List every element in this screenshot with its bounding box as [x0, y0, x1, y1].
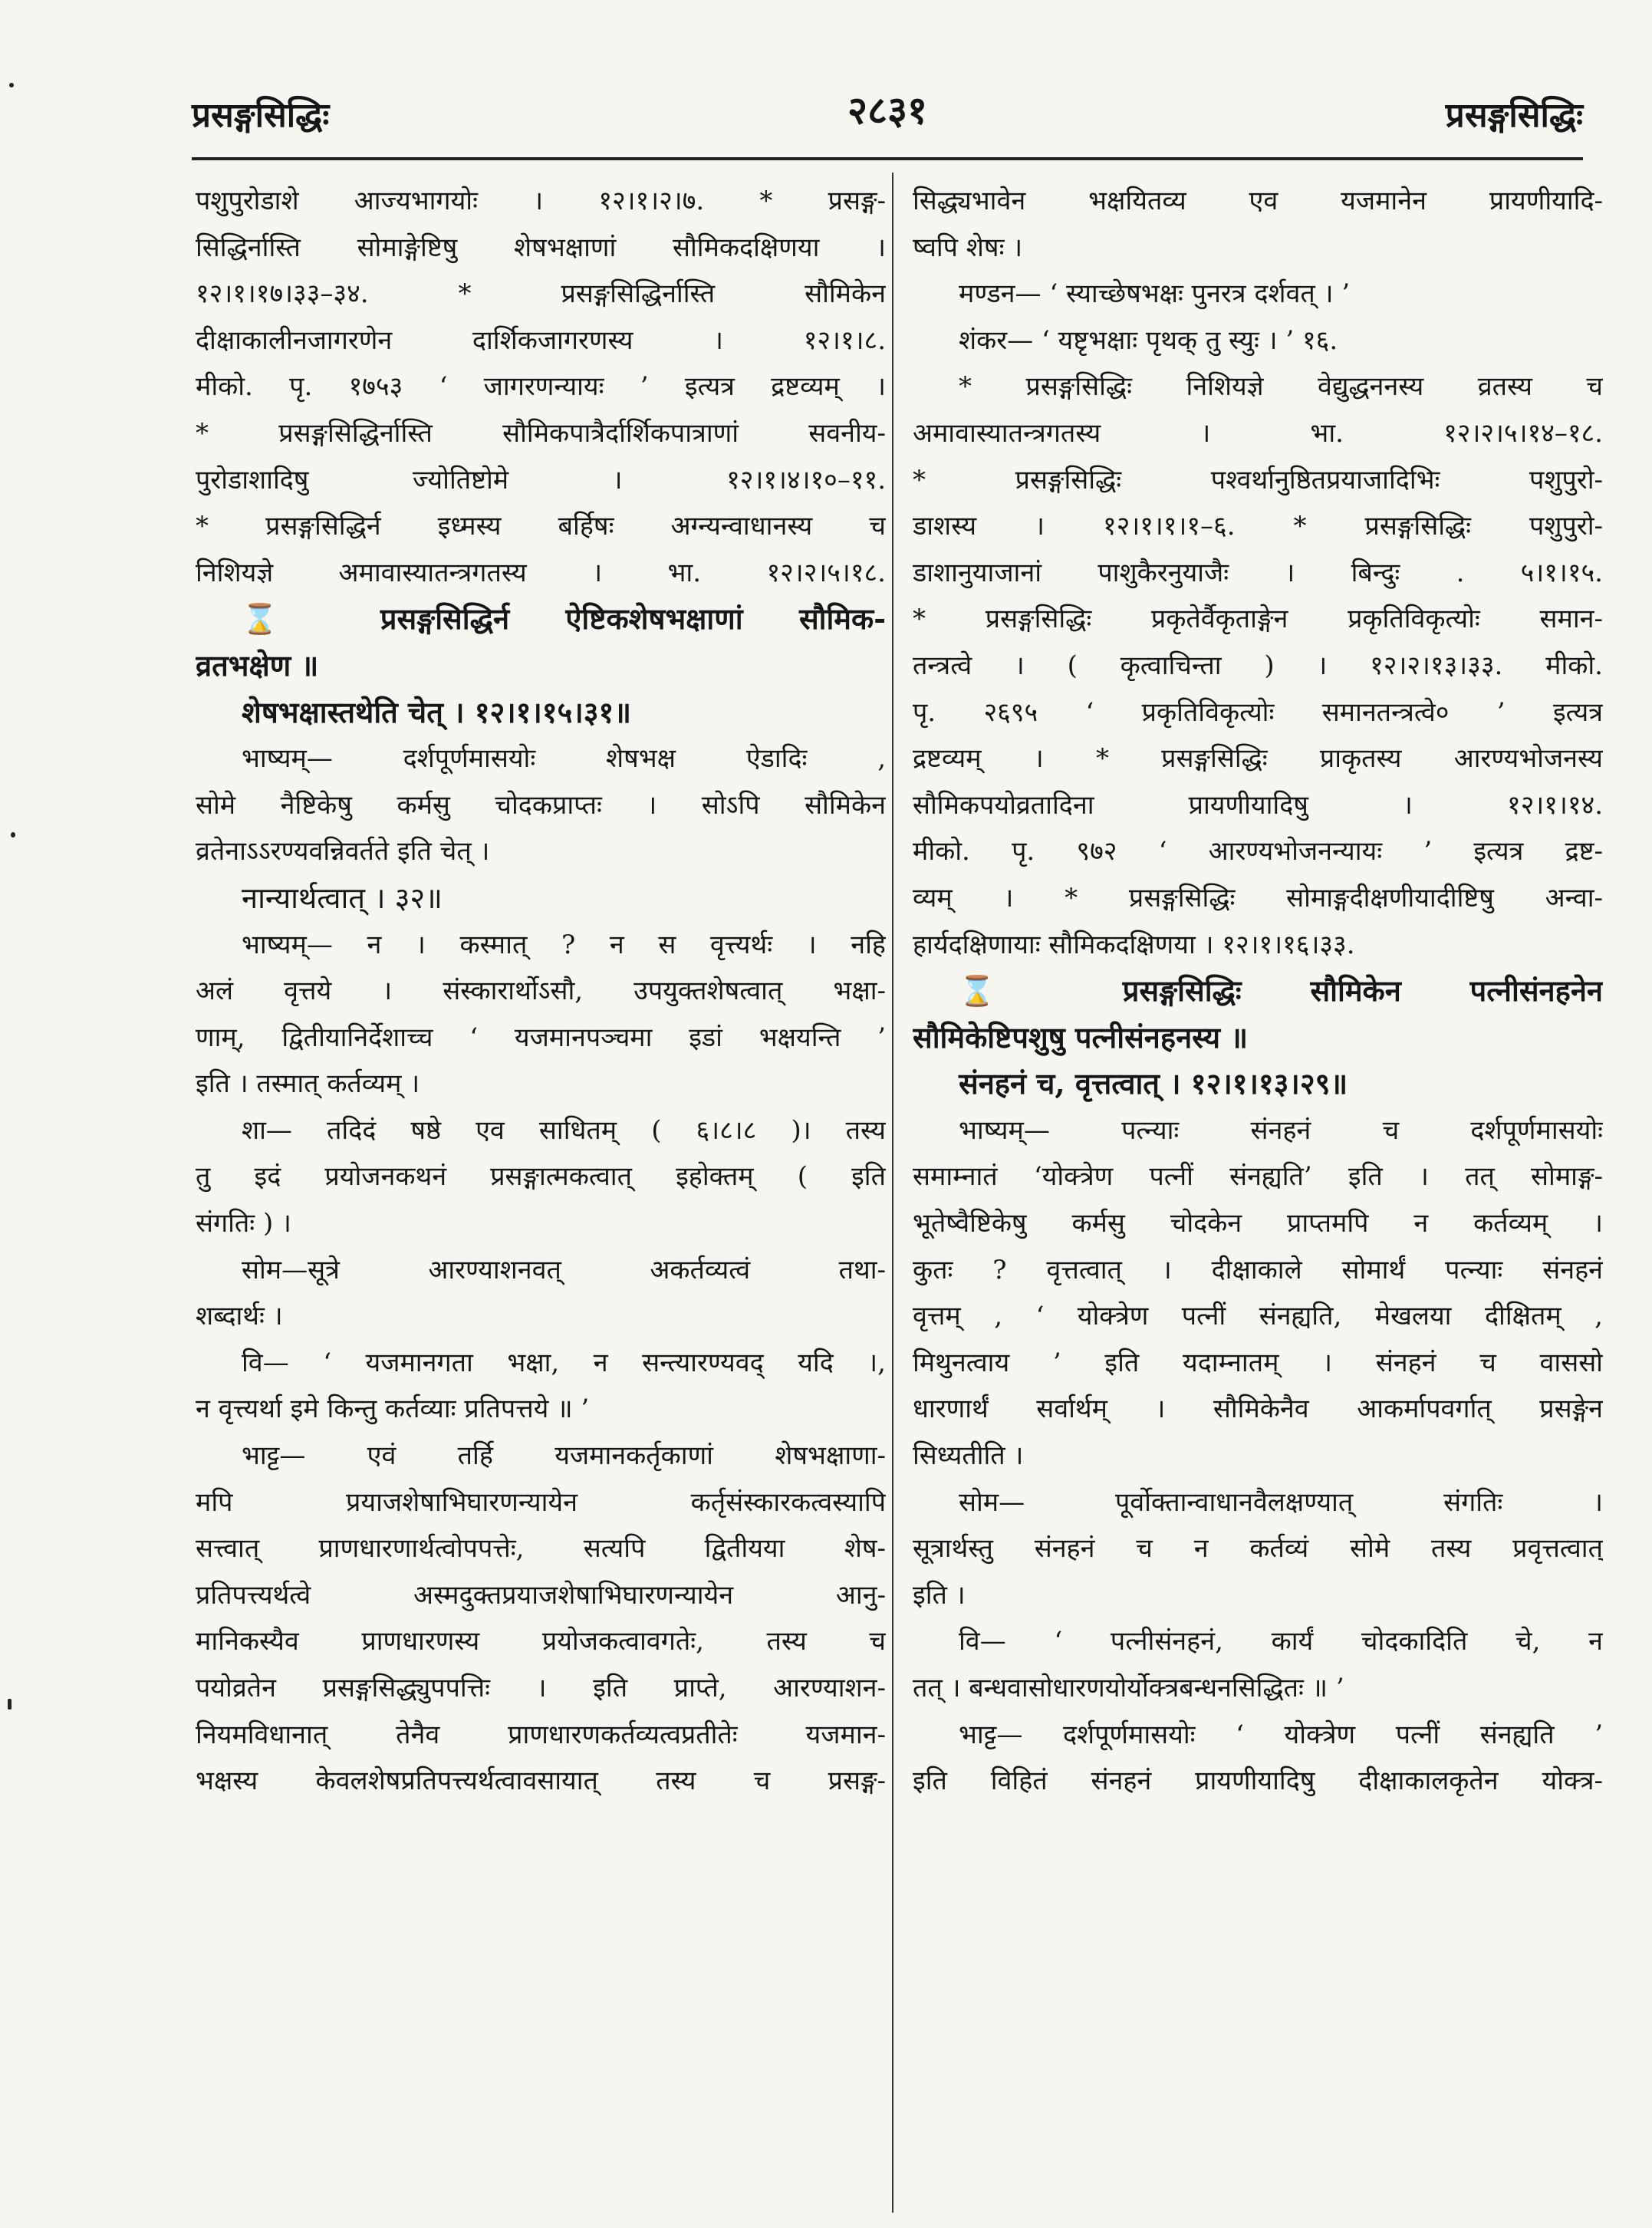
left-column-line: सत्त्वात् प्राणधारणार्थत्वोपपत्तेः, सत्यपि द्वितीयया शेष- [196, 1533, 886, 1565]
column-divider [892, 173, 893, 2213]
right-column-line: पृ. २६९५ ‘ प्रकृतिविकृत्योः समानतन्त्रत्वे० ’ इत्यत्र [913, 696, 1603, 728]
left-column-line: प्रतिपत्त्यर्थत्वे अस्मदुक्तप्रयाजशेषाभिघारणन्यायेन आनु- [196, 1579, 886, 1611]
right-column-line: धारणार्थं सर्वार्थम् । सौमिकेनैव आकर्मापवर्गात् प्रसङ्गेन [913, 1394, 1603, 1425]
left-column-line: नान्यार्थत्वात् । ३२॥ [242, 880, 443, 915]
right-column-line: * प्रसङ्गसिद्धिः प्रकृतेर्वैकृताङ्गेन प्रकृतिविकृत्योः समान- [913, 604, 1603, 635]
right-column-line: समाम्नातं ‘योक्त्रेण पत्नीं संनह्यति’ इति । तत् सोमाङ्ग- [913, 1161, 1603, 1193]
right-column-line: कुतः ? वृत्तत्वात् । दीक्षाकाले सोमार्थं पत्न्याः संनहनं [913, 1254, 1603, 1285]
left-column-line: भाट्ट— एवं तर्हि यजमानकर्तृकाणां शेषभक्षाणा- [242, 1440, 886, 1472]
right-column-line: सूत्रार्थस्तु संनहनं च न कर्तव्यं सोमे तस्य प्रवृत्तत्वात् [913, 1533, 1603, 1565]
right-column-line: अमावास्यातन्त्रगतस्य । भा. १२।२।५।१४–१८. [913, 417, 1603, 449]
right-column-line: भूतेष्वैष्टिकेषु कर्मसु चोदकेन प्राप्तमपि न कर्तव्यम् । [913, 1208, 1603, 1239]
left-column-line: मानिकस्यैव प्राणधारणस्य प्रयोजकत्वावगतेः, तस्य च [196, 1626, 886, 1657]
right-column-line: सिद्ध्यभावेन भक्षयितव्य एव यजमानेन प्रायणीयादि- [913, 186, 1603, 216]
left-column-line: णाम्, द्वितीयानिर्देशाच्च ‘ यजमानपञ्चमा इडां भक्षयन्ति ’ [196, 1022, 886, 1053]
left-column-line: अलं वृत्तये । संस्कारार्थोऽसौ, उपयुक्तशेषत्वात् भक्षा- [196, 976, 886, 1007]
left-column [196, 178, 886, 1805]
left-column-line: इति । तस्मात् कर्तव्यम् । [196, 1068, 420, 1100]
right-column-line: * प्रसङ्गसिद्धिः पश्वर्थानुष्ठितप्रयाजादिभिः पशुपुरो- [913, 464, 1603, 495]
right-column-line: वृत्तम् , ‘ योक्त्रेण पत्नीं संनह्यति, मेखलया दीक्षितम् , [913, 1301, 1603, 1332]
right-column-line: सोम— पूर्वोक्तान्वाधानवैलक्षण्यात् संगतिः । [959, 1486, 1603, 1518]
header-rule [192, 157, 1583, 160]
left-column-line: सोमे नैष्टिकेषु कर्मसु चोदकप्राप्तः । सोऽपि सौमिकेन [196, 789, 886, 821]
left-column-line: भाष्यम्— न । कस्मात् ? न स वृत्त्यर्थः । नहि [242, 929, 886, 960]
left-column-line: संगतिः ) । [196, 1208, 291, 1239]
left-column-line: भक्षस्य केवलशेषप्रतिपत्त्यर्थत्वावसायात् तस्य च प्रसङ्ग- [196, 1766, 886, 1797]
left-column-line: १२।१।१७।३३–३४. * प्रसङ्गसिद्धिर्नास्ति सौमिकेन [196, 278, 886, 310]
left-column-line: सोम—सूत्रे आरण्याशनवत् अकर्तव्यत्वं तथा- [242, 1254, 886, 1285]
left-column-line: पुरोडाशादिषु ज्योतिष्टोमे । १२।१।४।१०–११. [196, 464, 886, 495]
left-column-line: * प्रसङ्गसिद्धिर्न इध्मस्य बर्हिषः अग्न्यन्वाधानस्य च [196, 511, 886, 542]
page-number: २८३१ [847, 88, 927, 133]
left-column-line: भाष्यम्— दर्शपूर्णमासयोः शेषभक्ष ऐडादिः , [242, 743, 886, 775]
right-column-line: सौमिकपयोव्रतादिना प्रायणीयादिषु । १२।१।१४. [913, 789, 1603, 821]
right-column-line: तत् । बन्धवासोधारणयोर्योक्त्रबन्धनसिद्धितः ॥ ’ [913, 1673, 1344, 1703]
right-column-line: वि— ‘ पत्नीसंनहनं, कार्यं चोदकादिति चे, न [959, 1626, 1603, 1657]
left-column-line: निशियज्ञे अमावास्यातन्त्रगतस्य । भा. १२।२।५।१८. [196, 557, 886, 588]
left-column-line: नियमविधानात् तेनैव प्राणधारणकर्तव्यत्वप्रतीतेः यजमान- [196, 1719, 886, 1750]
header-right-title: प्रसङ्गसिद्धिः [1445, 96, 1583, 135]
scan-speck [8, 1699, 12, 1710]
right-column-line: डाशानुयाजानां पाशुकैरनुयाजैः । बिन्दुः . ५।१।१५. [913, 557, 1603, 588]
right-column-line: सिध्यतीति । [913, 1440, 1024, 1472]
right-column-line: डाशस्य । १२।१।१।१–६. * प्रसङ्गसिद्धिः पशुपुरो- [913, 511, 1603, 542]
left-column-line: तु इदं प्रयोजनकथनं प्रसङ्गात्मकत्वात् इहोक्तम् ( इति [196, 1161, 886, 1193]
right-column-line: हार्यदक्षिणायाः सौमिकदक्षिणया । १२।१।१६।३३. [913, 929, 1355, 960]
scan-speck [11, 832, 15, 838]
left-column-line: मपि प्रयाजशेषाभिघारणन्यायेन कर्तृसंस्कारकत्वस्यापि [196, 1486, 886, 1518]
running-head [192, 83, 1583, 144]
right-column [913, 178, 1603, 1805]
right-column-line: संनहनं च, वृत्तत्वात् । १२।१।१३।२९॥ [959, 1066, 1348, 1101]
left-column-line: शा— तदिदं षष्ठे एव साधितम् ( ६।८।८ )। तस्य [242, 1114, 886, 1146]
right-column-line: तन्त्रत्वे । ( कृत्वाचिन्ता ) । १२।२।१३।३३. मीको. [913, 650, 1603, 681]
right-column-line: भाट्ट— दर्शपूर्णमासयोः ‘ योक्त्रेण पत्नीं संनह्यति ’ [959, 1719, 1603, 1750]
left-column-line: वि— ‘ यजमानगता भक्षा, न सन्त्यारण्यवद् यदि ।, [242, 1347, 886, 1378]
scan-speck [9, 83, 14, 87]
right-column-line: मण्डन— ‘ स्याच्छेषभक्षः पुनरत्र दर्शवत् । ’ [959, 278, 1351, 310]
left-column-line: शब्दार्थः । [196, 1301, 283, 1332]
right-column-line: सौमिकेष्टिपशुषु पत्नीसंनहनस्य ॥ [913, 1019, 1248, 1055]
left-column-line: सिद्धिर्नास्ति सोमाङ्गेष्टिषु शेषभक्षाणां सौमिकदक्षिणया । [196, 232, 886, 263]
header-left-title: प्रसङ्गसिद्धिः [192, 96, 330, 135]
right-column-line: व्यम् । * प्रसङ्गसिद्धिः सोमाङ्गदीक्षणीयादीष्टिषु अन्वा- [913, 882, 1603, 913]
right-column-line: इति विहितं संनहनं प्रायणीयादिषु दीक्षाकालकृतेन योक्त्र- [913, 1766, 1603, 1797]
left-column-line: मीको. पृ. १७५३ ‘ जागरणन्यायः ’ इत्यत्र द्रष्टव्यम् । [196, 371, 886, 403]
left-column-line: व्रतेनाऽऽरण्यवन्निवर्तते इति चेत् । [196, 836, 490, 867]
left-column-line: न वृत्त्यर्था इमे किन्तु कर्तव्याः प्रतिपत्तये ॥ ’ [196, 1394, 590, 1425]
right-column-line: ष्वपि शेषः । [913, 232, 1023, 263]
right-column-line: * प्रसङ्गसिद्धिः निशियज्ञे वेद्युद्धननस्य व्रतस्य च [959, 371, 1603, 403]
right-column-line: मीको. पृ. ९७२ ‘ आरण्यभोजनन्यायः ’ इत्यत्र द्रष्ट- [913, 836, 1603, 867]
right-column-line: मिथुनत्वाय ’ इति यदाम्नातम् । संनहनं च वाससो [913, 1347, 1603, 1378]
left-column-line: पयोव्रतेन प्रसङ्गसिद्ध्युपपत्तिः । इति प्राप्ते, आरण्याशन- [196, 1673, 886, 1703]
right-column-line: शंकर— ‘ यष्टृभक्षाः पृथक् तु स्युः । ’ १६. [959, 324, 1338, 356]
right-column-line: इति । [913, 1579, 966, 1611]
left-column-line: व्रतभक्षेण ॥ [196, 647, 319, 683]
left-column-line: दीक्षाकालीनजागरणेन दार्शिकजागरणस्य । १२।१।८. [196, 324, 886, 356]
left-column-line: * प्रसङ्गसिद्धिर्नास्ति सौमिकपात्रैर्दार्शिकपात्राणां सवनीय- [196, 417, 886, 449]
left-column-line: पशुपुरोडाशे आज्यभागयोः । १२।१।२।७. * प्रसङ्ग- [196, 186, 886, 216]
right-column-line: द्रष्टव्यम् । * प्रसङ्गसिद्धिः प्राकृतस्य आरण्यभोजनस्य [913, 743, 1603, 775]
left-column-line: ⌛ प्रसङ्गसिद्धिर्न ऐष्टिकशेषभक्षाणां सौमिक- [242, 601, 886, 637]
right-column-line: भाष्यम्— पत्न्याः संनहनं च दर्शपूर्णमासयोः [959, 1114, 1603, 1146]
left-column-line: शेषभक्षास्तथेति चेत् । १२।१।१५।३१॥ [242, 694, 632, 729]
right-column-line: ⌛ प्रसङ्गसिद्धिः सौमिकेन पत्नीसंनहनेन [959, 973, 1603, 1009]
